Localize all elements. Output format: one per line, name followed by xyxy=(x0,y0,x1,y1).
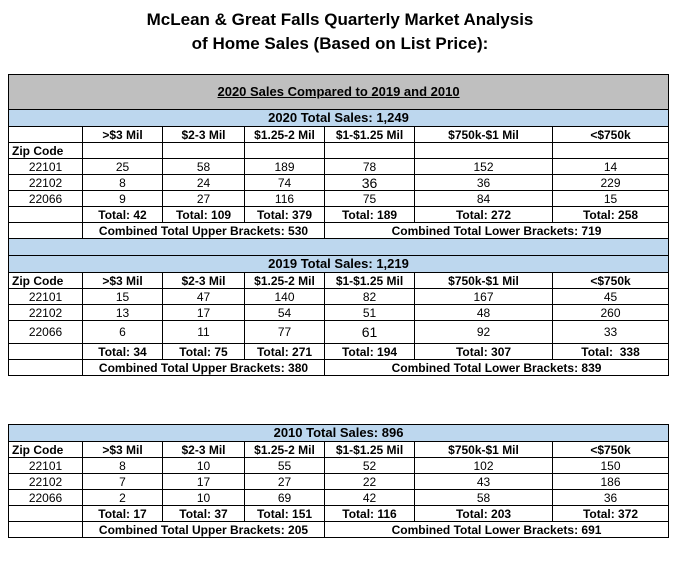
col-header: $2-3 Mil xyxy=(163,273,245,289)
value-cell: 84 xyxy=(415,191,553,207)
totals-row xyxy=(9,506,669,522)
value-cell: 150 xyxy=(553,458,669,474)
value-cell: 22 xyxy=(325,474,415,490)
table-row xyxy=(9,321,669,344)
table-row xyxy=(9,191,669,207)
value-cell: 229 xyxy=(553,175,669,191)
zip-cell: 22101 xyxy=(9,289,83,305)
col-header: <$750k xyxy=(553,273,669,289)
table-row xyxy=(9,289,669,305)
col-header: $1-$1.25 Mil xyxy=(325,442,415,458)
total-cell: Total: 203 xyxy=(415,506,553,522)
value-cell: 61 xyxy=(325,321,415,344)
value-cell: 116 xyxy=(245,191,325,207)
combined-upper: Combined Total Upper Brackets: 205 xyxy=(83,522,325,538)
value-cell: 17 xyxy=(163,474,245,490)
zip-cell: 22102 xyxy=(9,305,83,321)
table-row xyxy=(9,159,669,175)
value-cell: 78 xyxy=(325,159,415,175)
total-cell: Total: 272 xyxy=(415,207,553,223)
zip-cell: 22102 xyxy=(9,175,83,191)
value-cell: 51 xyxy=(325,305,415,321)
value-cell: 47 xyxy=(163,289,245,305)
comparison-header: 2020 Sales Compared to 2019 and 2010 xyxy=(9,75,669,110)
total-cell: Total: 151 xyxy=(245,506,325,522)
value-cell: 36 xyxy=(325,175,415,191)
total-cell: Total: 307 xyxy=(415,344,553,360)
title-line-2: of Home Sales (Based on List Price): xyxy=(191,34,489,53)
value-cell: 58 xyxy=(163,159,245,175)
value-cell: 92 xyxy=(415,321,553,344)
value-cell: 8 xyxy=(83,458,163,474)
col-header: >$3 Mil xyxy=(83,127,163,143)
value-cell: 74 xyxy=(245,175,325,191)
zip-cell: 22066 xyxy=(9,191,83,207)
combined-lower: Combined Total Lower Brackets: 691 xyxy=(325,522,669,538)
value-cell: 17 xyxy=(163,305,245,321)
totals-row xyxy=(9,344,669,360)
table-row xyxy=(9,490,669,506)
combined-row xyxy=(9,522,669,538)
zip-cell: 22102 xyxy=(9,474,83,490)
total-2020-title: 2020 Total Sales: 1,249 xyxy=(9,110,669,127)
col-header: $1-$1.25 Mil xyxy=(325,127,415,143)
col-header: $2-3 Mil xyxy=(163,442,245,458)
value-cell: 2 xyxy=(83,490,163,506)
value-cell: 69 xyxy=(245,490,325,506)
value-cell: 11 xyxy=(163,321,245,344)
col-header: $1.25-2 Mil xyxy=(245,127,325,143)
value-cell: 55 xyxy=(245,458,325,474)
table-row xyxy=(9,474,669,490)
page-title xyxy=(0,8,680,56)
divider xyxy=(9,239,669,256)
value-cell: 7 xyxy=(83,474,163,490)
value-cell: 24 xyxy=(163,175,245,191)
value-cell: 189 xyxy=(245,159,325,175)
col-header: $1.25-2 Mil xyxy=(245,442,325,458)
value-cell: 167 xyxy=(415,289,553,305)
title-line-1: McLean & Great Falls Quarterly Market Analysis xyxy=(146,10,534,29)
value-cell: 260 xyxy=(553,305,669,321)
zip-cell: 22101 xyxy=(9,159,83,175)
value-cell: 9 xyxy=(83,191,163,207)
value-cell: 8 xyxy=(83,175,163,191)
empty-cell xyxy=(9,127,83,143)
combined-lower: Combined Total Lower Brackets: 839 xyxy=(325,360,669,376)
total-cell: Total: 271 xyxy=(245,344,325,360)
value-cell: 75 xyxy=(325,191,415,207)
totals-row xyxy=(9,207,669,223)
total-cell: Total: 34 xyxy=(83,344,163,360)
value-cell: 15 xyxy=(83,289,163,305)
col-header: $1.25-2 Mil xyxy=(245,273,325,289)
col-header: <$750k xyxy=(553,442,669,458)
value-cell: 52 xyxy=(325,458,415,474)
total-cell: Total: 75 xyxy=(163,344,245,360)
total-cell: Total: 372 xyxy=(553,506,669,522)
total-cell: Total: 338 xyxy=(553,344,669,360)
table-row xyxy=(9,175,669,191)
total-2010-title: 2010 Total Sales: 896 xyxy=(9,425,669,442)
col-header: >$3 Mil xyxy=(83,273,163,289)
value-cell: 43 xyxy=(415,474,553,490)
col-header: <$750k xyxy=(553,127,669,143)
total-cell: Total: 194 xyxy=(325,344,415,360)
sales-table-2010 xyxy=(8,424,669,538)
total-cell: Total: 116 xyxy=(325,506,415,522)
zip-cell: 22066 xyxy=(9,321,83,344)
table-row xyxy=(9,458,669,474)
total-cell: Total: 37 xyxy=(163,506,245,522)
value-cell: 77 xyxy=(245,321,325,344)
value-cell: 45 xyxy=(553,289,669,305)
value-cell: 6 xyxy=(83,321,163,344)
value-cell: 82 xyxy=(325,289,415,305)
zip-cell: 22066 xyxy=(9,490,83,506)
zip-code-label: Zip Code xyxy=(9,143,83,159)
col-header: $2-3 Mil xyxy=(163,127,245,143)
total-cell: Total: 109 xyxy=(163,207,245,223)
total-cell: Total: 379 xyxy=(245,207,325,223)
value-cell: 36 xyxy=(553,490,669,506)
col-header: $750k-$1 Mil xyxy=(415,127,553,143)
value-cell: 15 xyxy=(553,191,669,207)
total-cell: Total: 17 xyxy=(83,506,163,522)
value-cell: 14 xyxy=(553,159,669,175)
value-cell: 27 xyxy=(163,191,245,207)
col-header: $750k-$1 Mil xyxy=(415,273,553,289)
value-cell: 102 xyxy=(415,458,553,474)
total-2019-title: 2019 Total Sales: 1,219 xyxy=(9,256,669,273)
combined-row xyxy=(9,223,669,239)
combined-lower: Combined Total Lower Brackets: 719 xyxy=(325,223,669,239)
col-header: >$3 Mil xyxy=(83,442,163,458)
combined-row xyxy=(9,360,669,376)
value-cell: 42 xyxy=(325,490,415,506)
total-cell: Total: 189 xyxy=(325,207,415,223)
value-cell: 186 xyxy=(553,474,669,490)
col-header: $750k-$1 Mil xyxy=(415,442,553,458)
total-cell: Total: 42 xyxy=(83,207,163,223)
zip-code-label: Zip Code xyxy=(9,442,83,458)
table-row xyxy=(9,305,669,321)
value-cell: 54 xyxy=(245,305,325,321)
value-cell: 10 xyxy=(163,458,245,474)
value-cell: 10 xyxy=(163,490,245,506)
sales-table-2020-2019 xyxy=(8,74,669,376)
value-cell: 33 xyxy=(553,321,669,344)
combined-upper: Combined Total Upper Brackets: 380 xyxy=(83,360,325,376)
value-cell: 58 xyxy=(415,490,553,506)
value-cell: 27 xyxy=(245,474,325,490)
value-cell: 152 xyxy=(415,159,553,175)
value-cell: 36 xyxy=(415,175,553,191)
value-cell: 140 xyxy=(245,289,325,305)
col-header: $1-$1.25 Mil xyxy=(325,273,415,289)
combined-upper: Combined Total Upper Brackets: 530 xyxy=(83,223,325,239)
zip-cell: 22101 xyxy=(9,458,83,474)
value-cell: 48 xyxy=(415,305,553,321)
value-cell: 13 xyxy=(83,305,163,321)
zip-code-label: Zip Code xyxy=(9,273,83,289)
value-cell: 25 xyxy=(83,159,163,175)
total-cell: Total: 258 xyxy=(553,207,669,223)
